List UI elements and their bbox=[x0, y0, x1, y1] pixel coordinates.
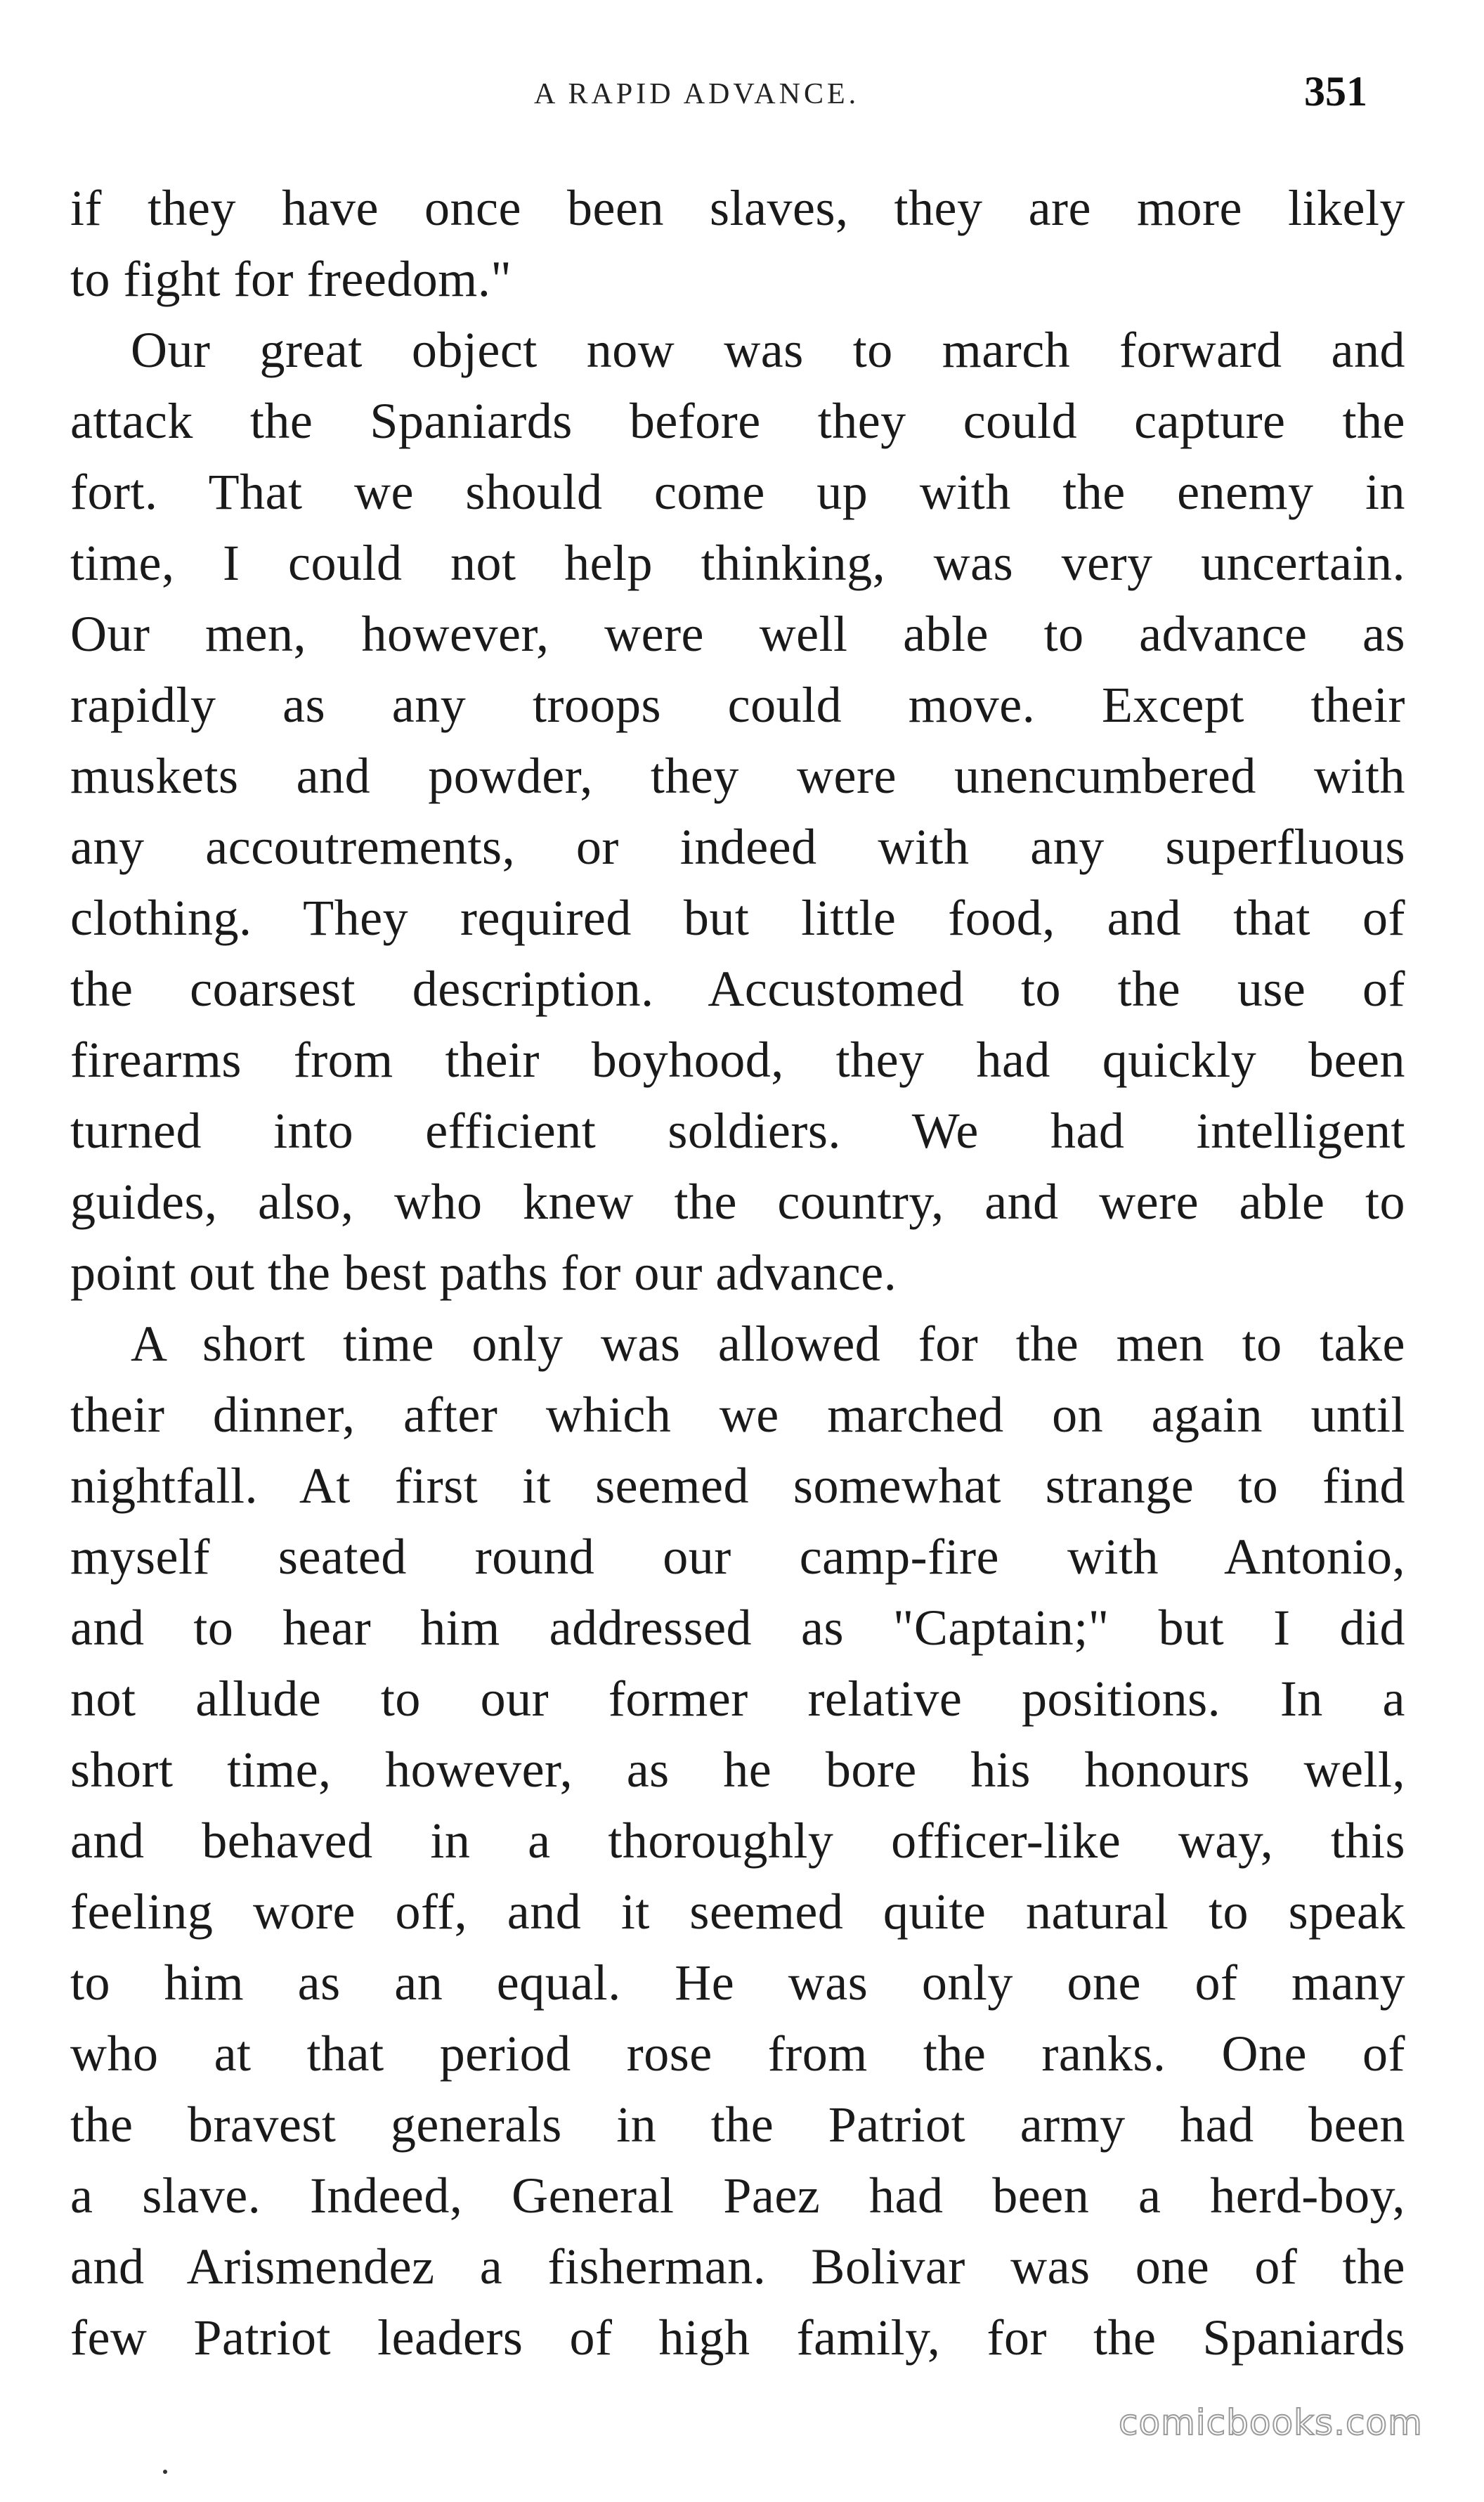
watermark: comicbooks.com bbox=[1119, 2402, 1423, 2443]
text-line: and to hear him addressed as "Captain;" but I did bbox=[70, 1600, 1405, 1656]
text-line: not allude to our former relative positions. In a bbox=[70, 1671, 1405, 1727]
text-line: to fight for freedom." bbox=[70, 251, 512, 307]
paragraph bbox=[70, 173, 1405, 315]
text-line: fort. That we should come up with the enemy in bbox=[70, 464, 1405, 520]
text-line: muskets and powder, they were unencumbered with bbox=[70, 748, 1405, 804]
text-line: nightfall. At first it seemed somewhat strange to find bbox=[70, 1458, 1405, 1514]
text-line: guides, also, who knew the country, and were able to bbox=[70, 1174, 1405, 1230]
paragraph bbox=[70, 1309, 1405, 2373]
text-line: firearms from their boyhood, they had quickly been bbox=[70, 1032, 1405, 1088]
running-head bbox=[0, 62, 1484, 118]
text-line: and Arismendez a fisherman. Bolivar was one of the bbox=[70, 2238, 1405, 2295]
text-line: to him as an equal. He was only one of many bbox=[70, 1955, 1405, 2011]
text-line: time, I could not help thinking, was very uncertain. bbox=[70, 535, 1405, 591]
text-line: if they have once been slaves, they are more likely bbox=[70, 180, 1405, 236]
text-line: who at that period rose from the ranks. One of bbox=[70, 2025, 1405, 2082]
text-line: point out the best paths for our advance. bbox=[70, 1245, 897, 1301]
page-number: 351 bbox=[1304, 68, 1367, 115]
text-line: the bravest generals in the Patriot army had been bbox=[70, 2096, 1405, 2153]
text-line: short time, however, as he bore his honours well, bbox=[70, 1742, 1405, 1798]
text-line: attack the Spaniards before they could capture the bbox=[70, 393, 1405, 449]
text-line: rapidly as any troops could move. Except their bbox=[70, 677, 1405, 733]
text-line: turned into efficient soldiers. We had intelligent bbox=[70, 1103, 1405, 1159]
text-line: few Patriot leaders of high family, for the Spaniards bbox=[70, 2309, 1405, 2366]
print-speck bbox=[163, 2470, 167, 2474]
text-line: Our great object now was to march forward and bbox=[131, 322, 1405, 378]
text-line: A short time only was allowed for the men to take bbox=[131, 1316, 1405, 1372]
body-text bbox=[70, 173, 1405, 2373]
text-line: and behaved in a thoroughly officer-like way, this bbox=[70, 1813, 1405, 1869]
text-line: their dinner, after which we marched on again until bbox=[70, 1387, 1405, 1443]
text-line: Our men, however, were well able to advance as bbox=[70, 606, 1405, 662]
text-line: myself seated round our camp-fire with Antonio, bbox=[70, 1529, 1405, 1585]
text-line: the coarsest description. Accustomed to the use of bbox=[70, 961, 1405, 1017]
text-line: feeling wore off, and it seemed quite natural to speak bbox=[70, 1884, 1405, 1940]
paragraph bbox=[70, 315, 1405, 1309]
text-line: any accoutrements, or indeed with any superfluous bbox=[70, 819, 1405, 875]
text-line: a slave. Indeed, General Paez had been a herd-boy, bbox=[70, 2167, 1405, 2224]
text-line: clothing. They required but little food, and that of bbox=[70, 890, 1405, 946]
running-title: A RAPID ADVANCE. bbox=[534, 78, 860, 110]
